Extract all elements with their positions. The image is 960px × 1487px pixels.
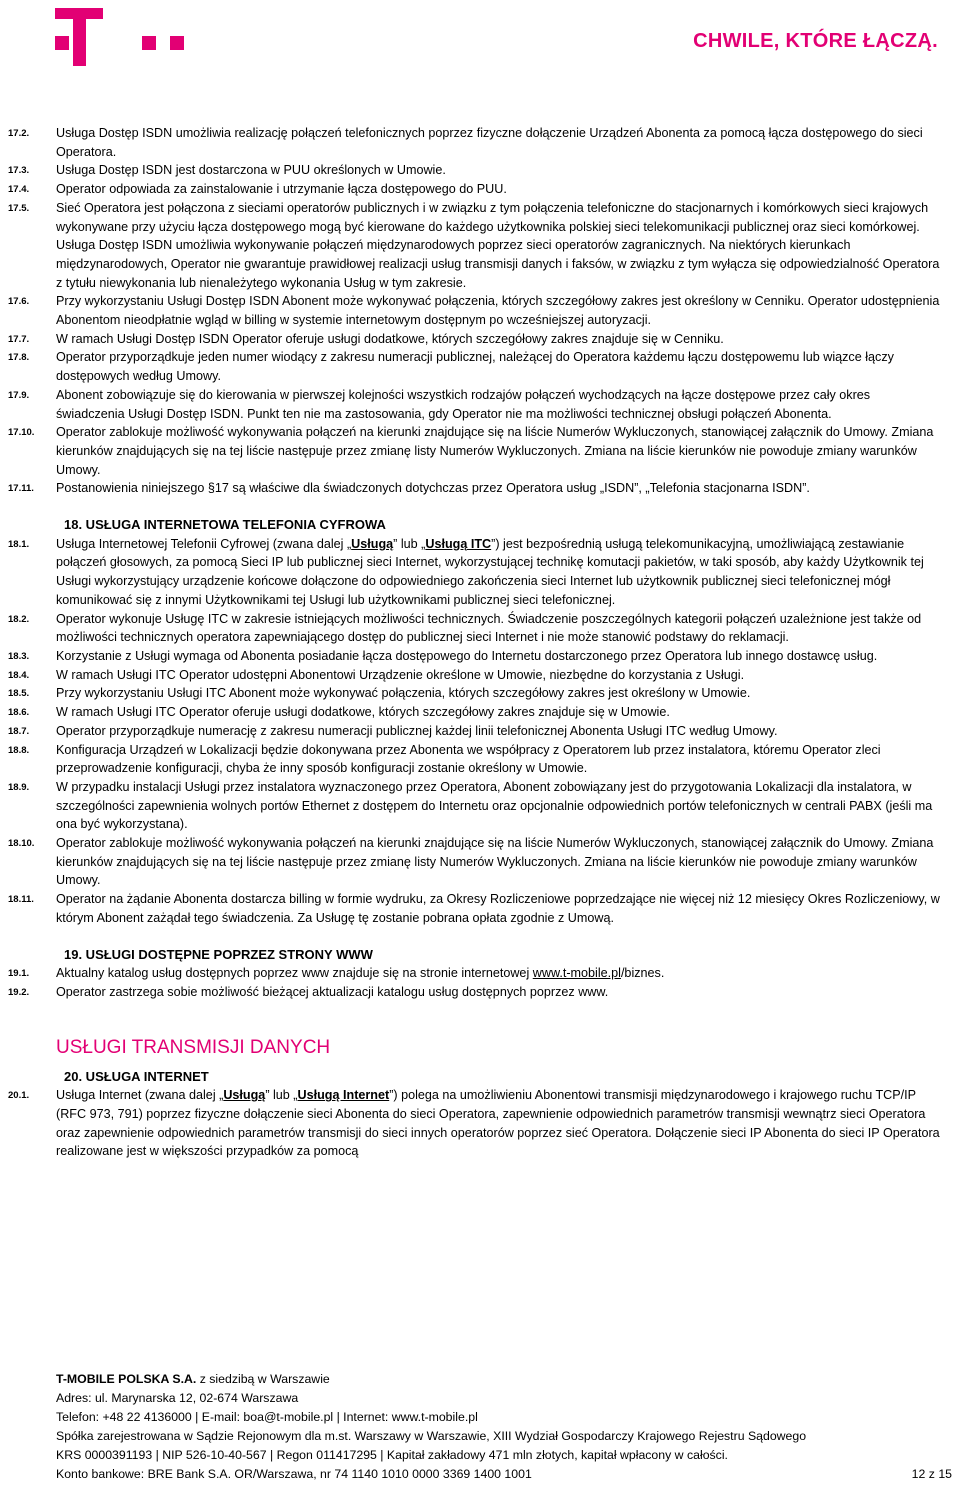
section-heading-19: 19. USŁUGI DOSTĘPNE POPRZEZ STRONY WWW xyxy=(64,946,373,962)
section-heading-18: 18. USŁUGA INTERNETOWA TELEFONIA CYFROWA xyxy=(64,517,386,533)
clause-19-2: 19.2. Operator zastrzega sobie możliwość bieżącej aktualizacji katalogu usług dostępnych poprzez www. xyxy=(8,984,609,999)
telekom-t-logo-icon xyxy=(55,8,185,68)
clause-20-1: 20.1. Usługa Internet (zwana dalej „Usługą” lub „Usługą Internet”) polega na umożliwieniu Abonentowi transmisji międzynarodowego i krajowego ruchu TCP/IP (RFC 973, 791) poprzez fizyczne dołączenie sieci Abonenta do sieci Operatora, zapewnienie odpowiednich parametrów transmisji wewnątrz sieci Operatora oraz zapewnienie odpowiednich parametrów transmisji do sieci innych operatorów poprzez sieć Operatora. Dołączenie sieci IP Abonenta do sieci IP Operatora realizowane jest w większości przypadków za pomocą xyxy=(8,1088,940,1159)
footer-company: T-MOBILE POLSKA S.A. z siedzibą w Warszawie xyxy=(56,1372,330,1386)
clause-19-1: 19.1. Aktualny katalog usług dostępnych poprzez www znajduje się na stronie internetowej www.t-mobile.pl/biznes. xyxy=(8,966,665,981)
clause-18-10: 18.10. Operator zablokuje możliwość wykonywania połączeń na kierunki znajdujące się na liście Numerów Wykluczonych, stanowiącej załącznik do Umowy. Zmiana kierunków znajdujących się na tej liście następuje przez zmianę listy Numerów Wykluczonych. Zmiana na liście kierunków nie powoduje zmiany warunków Umowy. xyxy=(8,836,934,888)
t-mobile-link[interactable]: www.t-mobile.pl xyxy=(532,966,621,981)
clause-17-11: 17.11. Postanowienia niniejszego §17 są właściwe dla świadczonych dotychczas przez Operatora usług „ISDN”, „Telefonia stacjonarna ISDN”. xyxy=(8,481,810,496)
page-number: 12 z 15 xyxy=(911,1467,952,1481)
footer-address: Adres: ul. Marynarska 12, 02-674 Warszawa xyxy=(56,1391,299,1405)
clause-18-5: 18.5. Przy wykorzystaniu Usługi ITC Abonent może wykonywać połączenia, których szczegółowy zakres jest określony w Umowie. xyxy=(8,686,751,701)
footer-bank-row xyxy=(56,1465,952,1484)
clause-17-5: 17.5. Sieć Operatora jest połączona z sieciami operatorów publicznych i w związku z tym połączenia telefoniczne do stacjonarnych i komórkowych sieci krajowych wykonywane przy użyciu łącza dostępowego mogą być kierowane do każdego użytkownika polskiej sieci telekomunikacji publicznej oraz sieci komórkowej. Usługa Dostęp ISDN umożliwia wykonywanie połączeń międzynarodowych poprzez sieci operatorów zagranicznych. Na niektórych kierunkach międzynarodowych, Operator nie gwarantuje prawidłowej realizacji usług transmisji danych i faksów, w związku z tym wyłącza się odpowiedzialność Operatora z tytułu niewykonania lub nienależytego wykonania Usług w tym zakresie. xyxy=(8,200,940,290)
clause-18-7: 18.7. Operator przyporządkuje numerację z zakresu numeracji publicznej każdej linii telefonicznej Abonenta Usługi ITC według Umowy. xyxy=(8,723,778,738)
clause-17-4: 17.4. Operator odpowiada za zainstalowanie i utrzymanie łącza dostępowego do PUU. xyxy=(8,182,507,197)
clause-18-3: 18.3. Korzystanie z Usługi wymaga od Abonenta posiadanie łącza dostępowego do Internetu dostarczonego przez Operatora lub innego dostawcę usług. xyxy=(8,648,878,663)
footer-bank: Konto bankowe: BRE Bank S.A. OR/Warszawa, nr 74 1140 1010 0000 3369 1400 1001 xyxy=(56,1467,532,1481)
clause-17-8: 17.8. Operator przyporządkuje jeden numer wiodący z zakresu numeracji publicznej, należącej do Operatora każdemu łączu dostępowemu lub wiązce łączy dostępowych według Umowy. xyxy=(8,350,894,384)
clause-18-8: 18.8. Konfiguracja Urządzeń w Lokalizacji będzie dokonywana przez Abonenta we współpracy z Operatorem lub przez instalatora, któremu Operator zleci przeprowadzenie konfiguracji, chyba że inny sposób konfiguracji zostanie określony w Umowie. xyxy=(8,742,881,776)
clause-17-7: 17.7. W ramach Usługi Dostęp ISDN Operator oferuje usługi dodatkowe, których szczegółowy zakres znajduje się w Cenniku. xyxy=(8,331,724,346)
slogan: CHWILE, KTÓRE ŁĄCZĄ. xyxy=(693,30,938,52)
footer-registry: Spółka zarejestrowana w Sądzie Rejonowym dla m.st. Warszawy w Warszawie, XIII Wydział Gospodarczy Krajowego Rejestru Sądowego xyxy=(56,1429,807,1443)
clause-17-10: 17.10. Operator zablokuje możliwość wykonywania połączeń na kierunki znajdujące się na liście Numerów Wykluczonych, stanowiącej załącznik do Umowy. Zmiana kierunków znajdujących się na tej liście następuje przez zmianę listy Numerów Wykluczonych. Zmiana na liście kierunków nie powoduje zmiany warunków Umowy. xyxy=(8,425,934,477)
clause-17-9: 17.9. Abonent zobowiązuje się do kierowania w pierwszej kolejności wszystkich rodzajów połączeń wychodzących na łącze dostępowe przez cały okres świadczenia Usługi Dostęp ISDN. Punkt ten nie ma zastosowania, gdy Operator nie ma możliwości technicznej obsługi połączeń Abonenta. xyxy=(8,387,871,421)
clause-18-2: 18.2. Operator wykonuje Usługę ITC w zakresie istniejących możliwości technicznych. Świadczenie poszczególnych kategorii połączeń uzależnione jest także od możliwości technicznych operatora zapewniającego dostęp do publicznej sieci Internet i nie może stanowić podstawy do reklamacji. xyxy=(8,611,922,645)
clause-17-3: 17.3. Usługa Dostęp ISDN jest dostarczona w PUU określonych w Umowie. xyxy=(8,163,446,178)
footer-contact: Telefon: +48 22 4136000 | E-mail: boa@t-mobile.pl | Internet: www.t-mobile.pl xyxy=(56,1410,478,1424)
section-title-data-transmission: USŁUGI TRANSMISJI DANYCH xyxy=(56,1036,331,1058)
document-body xyxy=(0,124,960,1161)
clause-18-6: 18.6. W ramach Usługi ITC Operator oferuje usługi dodatkowe, których szczegółowy zakres znajduje się w Umowie. xyxy=(8,705,670,720)
clause-17-2: 17.2. Usługa Dostęp ISDN umożliwia realizację połączeń telefonicznych poprzez fizyczne dołączenie Urządzeń Abonenta za pomocą łącza dostępowego do sieci Operatora. xyxy=(8,126,923,159)
clause-18-1: 18.1. Usługa Internetowej Telefonii Cyfrowej (zwana dalej „Usługą” lub „Usługą ITC”) jest bezpośrednią usługą telekomunikacyjną, umożliwiającą zestawianie połączeń głosowych, za pomocą Sieci IP lub publicznej sieci Internet, wykorzystującej technikę komutacji pakietów, w taki sposób, aby każdy Użytkownik tej Usługi wykorzystujący urządzenie końcowe dołączone do odpowiedniego zakończenia sieci Internet lub użytkownik publicznej sieci telefonicznej mógł komunikować się z innymi Użytkownikami tej Usługi lub użytkownikami publicznej sieci telefonicznej. xyxy=(8,536,924,607)
clause-18-9: 18.9. W przypadku instalacji Usługi przez instalatora wyznaczonego przez Operatora, Abonent zobowiązany jest do przygotowania Lokalizacji dla instalatora, w szczególności zapewnienia wolnych portów Ethernet z dostępem do Internetu oraz opcjonalnie odpowiednich portów telefonicznych w centrali PABX (jeśli ma ona być wykorzystana). xyxy=(8,779,933,832)
clause-17-6: 17.6. Przy wykorzystaniu Usługi Dostęp ISDN Abonent może wykonywać połączenia, których szczegółowy zakres jest określony w Cenniku. Operator udostępnienia Abonentom nieodpłatnie wgląd w billing w systemie internetowym dostępnym po wcześniejszej autoryzacji. xyxy=(8,294,940,328)
section-heading-20: 20. USŁUGA INTERNET xyxy=(64,1068,209,1084)
clause-18-4: 18.4. W ramach Usługi ITC Operator udostępni Abonentowi Urządzenie określone w Umowie, niezbędne do korzystania z Usługi. xyxy=(8,667,745,682)
page-footer xyxy=(56,1370,952,1484)
clause-18-11: 18.11. Operator na żądanie Abonenta dostarcza billing w formie wydruku, za Okresy Rozliczeniowe poprzedzające nie więcej niż 12 miesięcy Okres Rozliczeniowy, w którym Abonent zażądał tego świadczenia. Za Usługę tę zostanie pobrana opłata zgodnie z Umową. xyxy=(8,892,940,925)
page-header xyxy=(0,0,960,80)
footer-krs: KRS 0000391193 | NIP 526-10-40-567 | Regon 011417295 | Kapitał zakładowy 471 mln złotych, kapitał wpłacony w całości. xyxy=(56,1448,728,1462)
